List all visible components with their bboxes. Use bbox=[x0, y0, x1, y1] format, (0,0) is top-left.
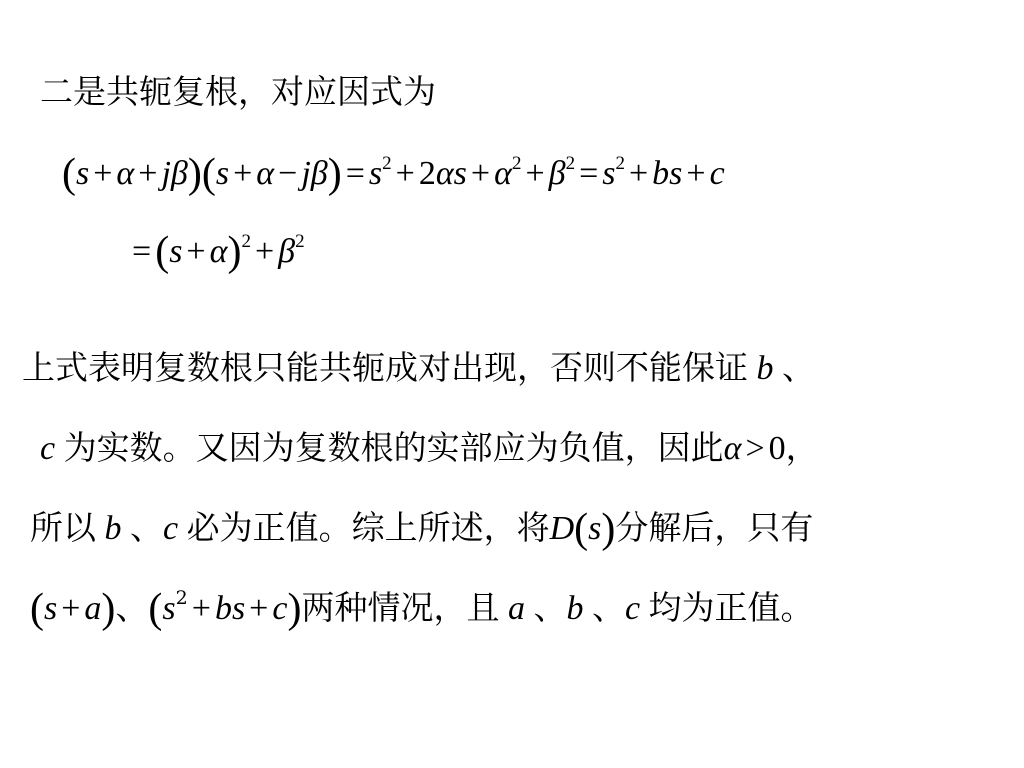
paragraph-line-2: c 为实数。又因为复数根的实部应为负值，因此α > 0， bbox=[40, 428, 819, 467]
paragraph-line-4: (s + a)、($s^2$ + bs + c)两种情况，且 a 、b 、c 均为正值。 bbox=[30, 586, 814, 632]
equation-completed-square: $=(s + \alpha)^2 + \beta^2$ bbox=[132, 229, 305, 275]
paragraph-line-3: 所以 b 、c 必为正值。综上所述，将D(s)分解后，只有 bbox=[30, 506, 814, 552]
equation-factorization: $(s + \alpha + j\beta)(s + \alpha - j\beta) = s^2 + 2\alpha s + \alpha^2 + \beta^2 = s^2$ + bs + c bbox=[62, 151, 725, 197]
paragraph-line-1: 上式表明复数根只能共轭成对出现，否则不能保证 b 、 bbox=[22, 348, 815, 387]
intro-text: 二是共轭复根，对应因式为 bbox=[40, 72, 436, 111]
